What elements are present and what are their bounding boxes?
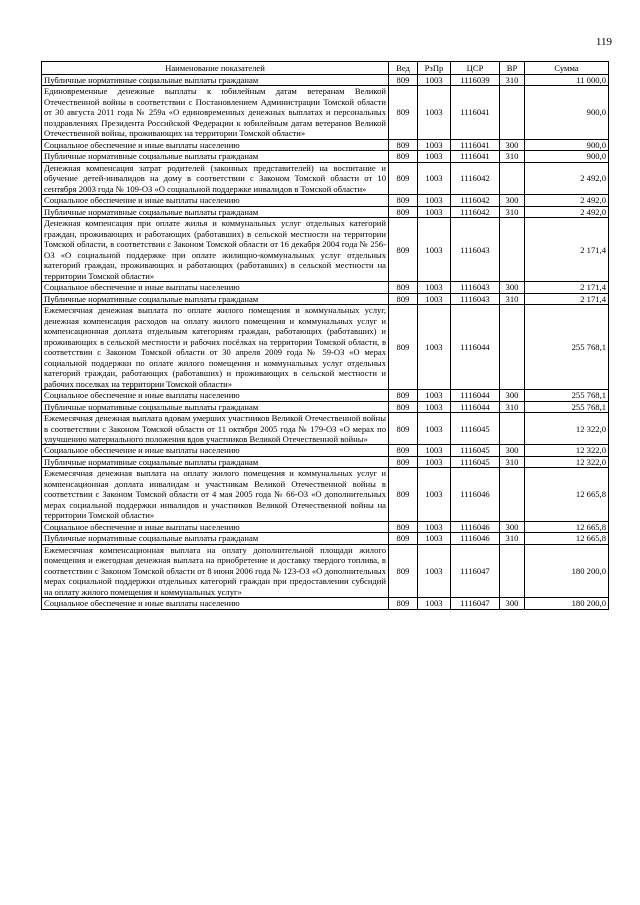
row-name-cell: Денежная компенсация при оплате жилья и коммунальных услуг отдельных категорий граждан, проживающих и работающих (работавших) в сельской местности на территории Томской области, в соответствии с Законом Томской области от 16 декабря 2004 года № 256-ОЗ «О социальной поддержке при оплате жилищно-коммунальных услуг отдельных категорий граждан, проживающих и работающих (работавших) в сельской местности на территории Томской области» bbox=[42, 218, 389, 282]
row-vr-cell: 300 bbox=[500, 598, 525, 609]
row-sum-cell: 12 322,0 bbox=[525, 456, 609, 467]
row-sum-cell: 180 200,0 bbox=[525, 544, 609, 597]
row-name-cell: Социальное обеспечение и иные выплаты населению bbox=[42, 139, 389, 150]
table-row bbox=[42, 456, 609, 467]
row-csr-cell: 1116043 bbox=[451, 293, 500, 304]
row-name-cell: Социальное обеспечение и иные выплаты населению bbox=[42, 598, 389, 609]
row-rzpr-cell: 1003 bbox=[418, 206, 451, 217]
row-rzpr-cell: 1003 bbox=[418, 468, 451, 521]
row-ved-cell: 809 bbox=[389, 456, 418, 467]
row-vr-cell: 300 bbox=[500, 445, 525, 456]
row-csr-cell: 1116046 bbox=[451, 533, 500, 544]
row-name-cell: Публичные нормативные социальные выплаты гражданам bbox=[42, 533, 389, 544]
row-vr-cell bbox=[500, 544, 525, 597]
row-sum-cell: 900,0 bbox=[525, 86, 609, 139]
table-row bbox=[42, 75, 609, 86]
row-ved-cell: 809 bbox=[389, 305, 418, 390]
row-name-cell: Публичные нормативные социальные выплаты гражданам bbox=[42, 401, 389, 412]
row-csr-cell: 1116046 bbox=[451, 521, 500, 532]
table-row bbox=[42, 390, 609, 401]
row-vr-cell: 310 bbox=[500, 151, 525, 162]
row-vr-cell bbox=[500, 305, 525, 390]
row-vr-cell: 310 bbox=[500, 533, 525, 544]
row-csr-cell: 1116044 bbox=[451, 401, 500, 412]
row-ved-cell: 809 bbox=[389, 445, 418, 456]
row-ved-cell: 809 bbox=[389, 401, 418, 412]
row-name-cell: Денежная компенсация затрат родителей (законных представителей) на воспитание и обучение детей-инвалидов на дому в соответствии с Законом Томской области от 10 сентября 2003 года № 109-ОЗ «О социальной поддержке инвалидов в Томской области» bbox=[42, 162, 389, 194]
row-vr-cell: 310 bbox=[500, 206, 525, 217]
row-vr-cell: 310 bbox=[500, 293, 525, 304]
table-row bbox=[42, 468, 609, 521]
table-row bbox=[42, 598, 609, 609]
header-csr: ЦСР bbox=[451, 62, 500, 75]
row-name-cell: Ежемесячная денежная выплата вдовам умерших участников Великой Отечественной войны в соответствии с Законом Томской области от 11 октября 2005 года № 179-ОЗ «О мерах по улучшению материального положения вдов участников Великой Отечественной войны» bbox=[42, 413, 389, 445]
row-name-cell: Единовременные денежные выплаты к юбилейным датам ветеранам Великой Отечественной войны в соответствии с Постановлением Администрации Томской области от 30 августа 2011 года № 259а «О единовременных денежных выплатах и персональных поздравлениях Президента Российской Федерации к юбилейным датам ветеранов Великой Отечественной войны, проживающих на территории Томской области» bbox=[42, 86, 389, 139]
row-sum-cell: 2 492,0 bbox=[525, 162, 609, 194]
row-ved-cell: 809 bbox=[389, 390, 418, 401]
table-header-row bbox=[42, 62, 609, 75]
row-vr-cell: 310 bbox=[500, 401, 525, 412]
row-csr-cell: 1116045 bbox=[451, 445, 500, 456]
row-vr-cell bbox=[500, 86, 525, 139]
row-rzpr-cell: 1003 bbox=[418, 305, 451, 390]
row-sum-cell: 900,0 bbox=[525, 139, 609, 150]
row-sum-cell: 2 171,4 bbox=[525, 293, 609, 304]
page-number: 119 bbox=[595, 36, 612, 48]
table-row bbox=[42, 293, 609, 304]
row-ved-cell: 809 bbox=[389, 413, 418, 445]
row-rzpr-cell: 1003 bbox=[418, 544, 451, 597]
row-vr-cell: 300 bbox=[500, 390, 525, 401]
row-name-cell: Социальное обеспечение и иные выплаты населению bbox=[42, 282, 389, 293]
row-ved-cell: 809 bbox=[389, 218, 418, 282]
row-csr-cell: 1116041 bbox=[451, 151, 500, 162]
row-vr-cell: 310 bbox=[500, 75, 525, 86]
row-vr-cell bbox=[500, 162, 525, 194]
table-body bbox=[42, 75, 609, 610]
row-csr-cell: 1116041 bbox=[451, 86, 500, 139]
row-sum-cell: 12 665,8 bbox=[525, 521, 609, 532]
row-vr-cell: 300 bbox=[500, 195, 525, 206]
row-ved-cell: 809 bbox=[389, 533, 418, 544]
row-sum-cell: 180 200,0 bbox=[525, 598, 609, 609]
row-csr-cell: 1116045 bbox=[451, 456, 500, 467]
row-rzpr-cell: 1003 bbox=[418, 401, 451, 412]
header-name: Наименование показателей bbox=[42, 62, 389, 75]
row-name-cell: Публичные нормативные социальные выплаты гражданам bbox=[42, 293, 389, 304]
row-vr-cell bbox=[500, 218, 525, 282]
row-vr-cell bbox=[500, 413, 525, 445]
row-rzpr-cell: 1003 bbox=[418, 218, 451, 282]
header-ved: Вед bbox=[389, 62, 418, 75]
row-ved-cell: 809 bbox=[389, 206, 418, 217]
row-csr-cell: 1116041 bbox=[451, 139, 500, 150]
row-sum-cell: 12 665,8 bbox=[525, 468, 609, 521]
row-ved-cell: 809 bbox=[389, 521, 418, 532]
row-rzpr-cell: 1003 bbox=[418, 282, 451, 293]
row-rzpr-cell: 1003 bbox=[418, 456, 451, 467]
row-sum-cell: 12 322,0 bbox=[525, 413, 609, 445]
row-sum-cell: 2 492,0 bbox=[525, 206, 609, 217]
row-ved-cell: 809 bbox=[389, 544, 418, 597]
row-rzpr-cell: 1003 bbox=[418, 195, 451, 206]
row-sum-cell: 255 768,1 bbox=[525, 305, 609, 390]
row-vr-cell: 310 bbox=[500, 456, 525, 467]
row-name-cell: Публичные нормативные социальные выплаты гражданам bbox=[42, 456, 389, 467]
row-csr-cell: 1116042 bbox=[451, 195, 500, 206]
row-vr-cell: 300 bbox=[500, 521, 525, 532]
row-name-cell: Публичные нормативные социальные выплаты гражданам bbox=[42, 151, 389, 162]
row-name-cell: Социальное обеспечение и иные выплаты населению bbox=[42, 195, 389, 206]
row-sum-cell: 11 000,0 bbox=[525, 75, 609, 86]
table-row bbox=[42, 218, 609, 282]
table-row bbox=[42, 305, 609, 390]
row-ved-cell: 809 bbox=[389, 75, 418, 86]
row-csr-cell: 1116042 bbox=[451, 206, 500, 217]
table-row bbox=[42, 282, 609, 293]
row-csr-cell: 1116043 bbox=[451, 218, 500, 282]
table-row bbox=[42, 206, 609, 217]
row-sum-cell: 12 665,8 bbox=[525, 533, 609, 544]
row-vr-cell: 300 bbox=[500, 282, 525, 293]
row-vr-cell: 300 bbox=[500, 139, 525, 150]
row-name-cell: Ежемесячная денежная выплата по оплате жилого помещения и коммунальных услуг, денежная компенсация расходов на оплату жилого помещения и коммунальных услуг и компенсационная доплата отдельным категориям граждан, работающих (работавших) и проживающих в сельской местности и рабочих посёлках на территории Томской области, в соответствии с Законом Томской области от 30 апреля 2009 года № 59-ОЗ «О мерах социальной поддержки по оплате жилого помещения и коммунальных услуг отдельных категорий граждан, работающих (работавших) и проживающих в сельской местности и рабочих поселках на территории Томской области» bbox=[42, 305, 389, 390]
row-rzpr-cell: 1003 bbox=[418, 139, 451, 150]
table-row bbox=[42, 533, 609, 544]
row-name-cell: Социальное обеспечение и иные выплаты населению bbox=[42, 521, 389, 532]
row-vr-cell bbox=[500, 468, 525, 521]
table-row bbox=[42, 413, 609, 445]
table-row bbox=[42, 195, 609, 206]
row-ved-cell: 809 bbox=[389, 151, 418, 162]
row-rzpr-cell: 1003 bbox=[418, 533, 451, 544]
header-vr: ВР bbox=[500, 62, 525, 75]
row-rzpr-cell: 1003 bbox=[418, 413, 451, 445]
table-row bbox=[42, 445, 609, 456]
row-ved-cell: 809 bbox=[389, 195, 418, 206]
row-rzpr-cell: 1003 bbox=[418, 390, 451, 401]
budget-table bbox=[41, 61, 609, 610]
row-name-cell: Социальное обеспечение и иные выплаты населению bbox=[42, 445, 389, 456]
row-csr-cell: 1116042 bbox=[451, 162, 500, 194]
row-csr-cell: 1116047 bbox=[451, 544, 500, 597]
row-name-cell: Публичные нормативные социальные выплаты гражданам bbox=[42, 206, 389, 217]
header-rzpr: РзПр bbox=[418, 62, 451, 75]
row-csr-cell: 1116039 bbox=[451, 75, 500, 86]
table-row bbox=[42, 151, 609, 162]
row-name-cell: Публичные нормативные социальные выплаты гражданам bbox=[42, 75, 389, 86]
row-rzpr-cell: 1003 bbox=[418, 445, 451, 456]
table-row bbox=[42, 521, 609, 532]
row-rzpr-cell: 1003 bbox=[418, 75, 451, 86]
table-row bbox=[42, 86, 609, 139]
row-ved-cell: 809 bbox=[389, 598, 418, 609]
row-sum-cell: 2 492,0 bbox=[525, 195, 609, 206]
row-rzpr-cell: 1003 bbox=[418, 598, 451, 609]
row-ved-cell: 809 bbox=[389, 282, 418, 293]
table-row bbox=[42, 162, 609, 194]
row-rzpr-cell: 1003 bbox=[418, 86, 451, 139]
row-rzpr-cell: 1003 bbox=[418, 162, 451, 194]
row-sum-cell: 255 768,1 bbox=[525, 401, 609, 412]
row-rzpr-cell: 1003 bbox=[418, 521, 451, 532]
table-row bbox=[42, 544, 609, 597]
table-row bbox=[42, 401, 609, 412]
row-sum-cell: 12 322,0 bbox=[525, 445, 609, 456]
row-csr-cell: 1116046 bbox=[451, 468, 500, 521]
row-name-cell: Ежемесячная компенсационная выплата на оплату дополнительной площади жилого помещения и ежегодная денежная выплата на приобретение и доставку твердого топлива, в соответствии с Законом Томской области от 8 июня 2006 года № 123-ОЗ «О дополнительных мерах социальной поддержки отдельных категорий граждан при предоставлении субсидий на оплату жилого помещения и коммунальных услуг» bbox=[42, 544, 389, 597]
row-ved-cell: 809 bbox=[389, 293, 418, 304]
header-sum: Сумма bbox=[525, 62, 609, 75]
row-csr-cell: 1116047 bbox=[451, 598, 500, 609]
table-row bbox=[42, 139, 609, 150]
row-name-cell: Социальное обеспечение и иные выплаты населению bbox=[42, 390, 389, 401]
row-name-cell: Ежемесячная денежная выплата на оплату жилого помещения и коммунальных услуг и компенсационная доплата инвалидам и участникам Великой Отечественной войны в соответствии с Законом Томской области от 4 мая 2005 года № 66-ОЗ «О дополнительных мерах социальной поддержки инвалидов и участников Великой Отечественной войны на территории Томской области» bbox=[42, 468, 389, 521]
row-sum-cell: 2 171,4 bbox=[525, 218, 609, 282]
row-rzpr-cell: 1003 bbox=[418, 293, 451, 304]
row-ved-cell: 809 bbox=[389, 139, 418, 150]
row-ved-cell: 809 bbox=[389, 86, 418, 139]
row-csr-cell: 1116043 bbox=[451, 282, 500, 293]
row-csr-cell: 1116044 bbox=[451, 305, 500, 390]
row-ved-cell: 809 bbox=[389, 468, 418, 521]
row-csr-cell: 1116045 bbox=[451, 413, 500, 445]
row-csr-cell: 1116044 bbox=[451, 390, 500, 401]
row-sum-cell: 255 768,1 bbox=[525, 390, 609, 401]
row-rzpr-cell: 1003 bbox=[418, 151, 451, 162]
row-sum-cell: 2 171,4 bbox=[525, 282, 609, 293]
row-sum-cell: 900,0 bbox=[525, 151, 609, 162]
row-ved-cell: 809 bbox=[389, 162, 418, 194]
